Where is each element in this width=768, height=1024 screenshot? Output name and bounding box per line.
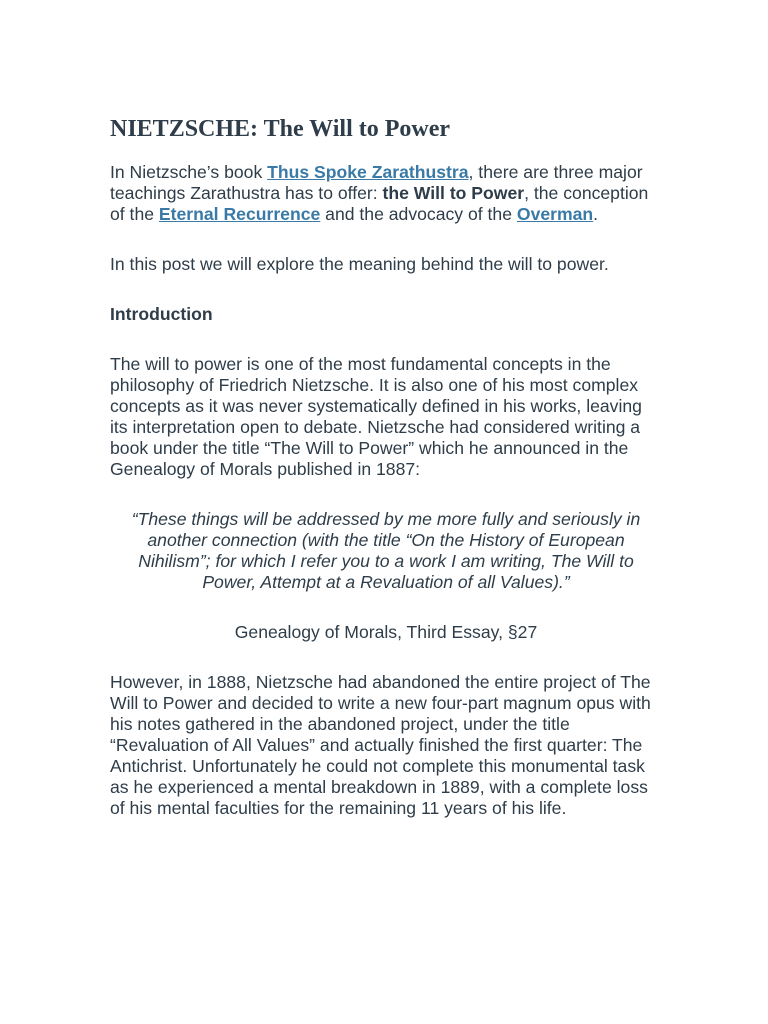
intro-text-5: . [593,204,599,224]
link-overman[interactable]: Overman [516,204,594,224]
document-page [110,112,662,848]
intro-text-4: and the advocacy of the [320,204,517,224]
section-heading-introduction: Introduction [110,304,213,324]
intro-text-3: , the conception of the [110,183,649,224]
block-quote: “These things will be addressed by me more fully and seriously in another connection (with the title “On the History of European Nihilism”; for which I refer you to a work I am writing, The Will to Power, Attempt at a Revaluation of all Values).” [131,509,641,592]
link-eternal-recurrence[interactable]: Eternal Recurrence [158,204,321,224]
body-paragraph-2: However, in 1888, Nietzsche had abandoned the entire project of The Will to Power and decided to write a new four-part magnum opus with his notes gathered in the abandoned project, under the title “Revaluation of All Values” and actually finished the first quarter: The Antichrist. Unfortunately he could not complete this monumental task as he experienced a mental breakdown in 1889, with a complete loss of his mental faculties for the remaining 11 years of his life. [110,672,651,818]
will-to-power-bold: the Will to Power [382,183,525,203]
page-title: NIETZSCHE: The Will to Power [110,116,451,142]
quote-citation: Genealogy of Morals, Third Essay, §27 [234,622,538,642]
intro-paragraph [110,162,662,225]
intro-text-1: In Nietzsche’s book [110,162,268,182]
purpose-paragraph: In this post we will explore the meaning behind the will to power. [110,254,609,274]
link-thus-spoke-zarathustra[interactable]: Thus Spoke Zarathustra [267,162,469,182]
body-paragraph-1: The will to power is one of the most fundamental concepts in the philosophy of Friedrich Nietzsche. It is also one of his most complex concepts as it was never systematically defined in his works, leaving its interpretation open to debate. Nietzsche had considered writing a book under the title “The Will to Power” which he announced in the Genealogy of Morals published in 1887: [110,354,642,479]
intro-text-2: , there are three major teachings Zarathustra has to offer: [110,162,643,203]
